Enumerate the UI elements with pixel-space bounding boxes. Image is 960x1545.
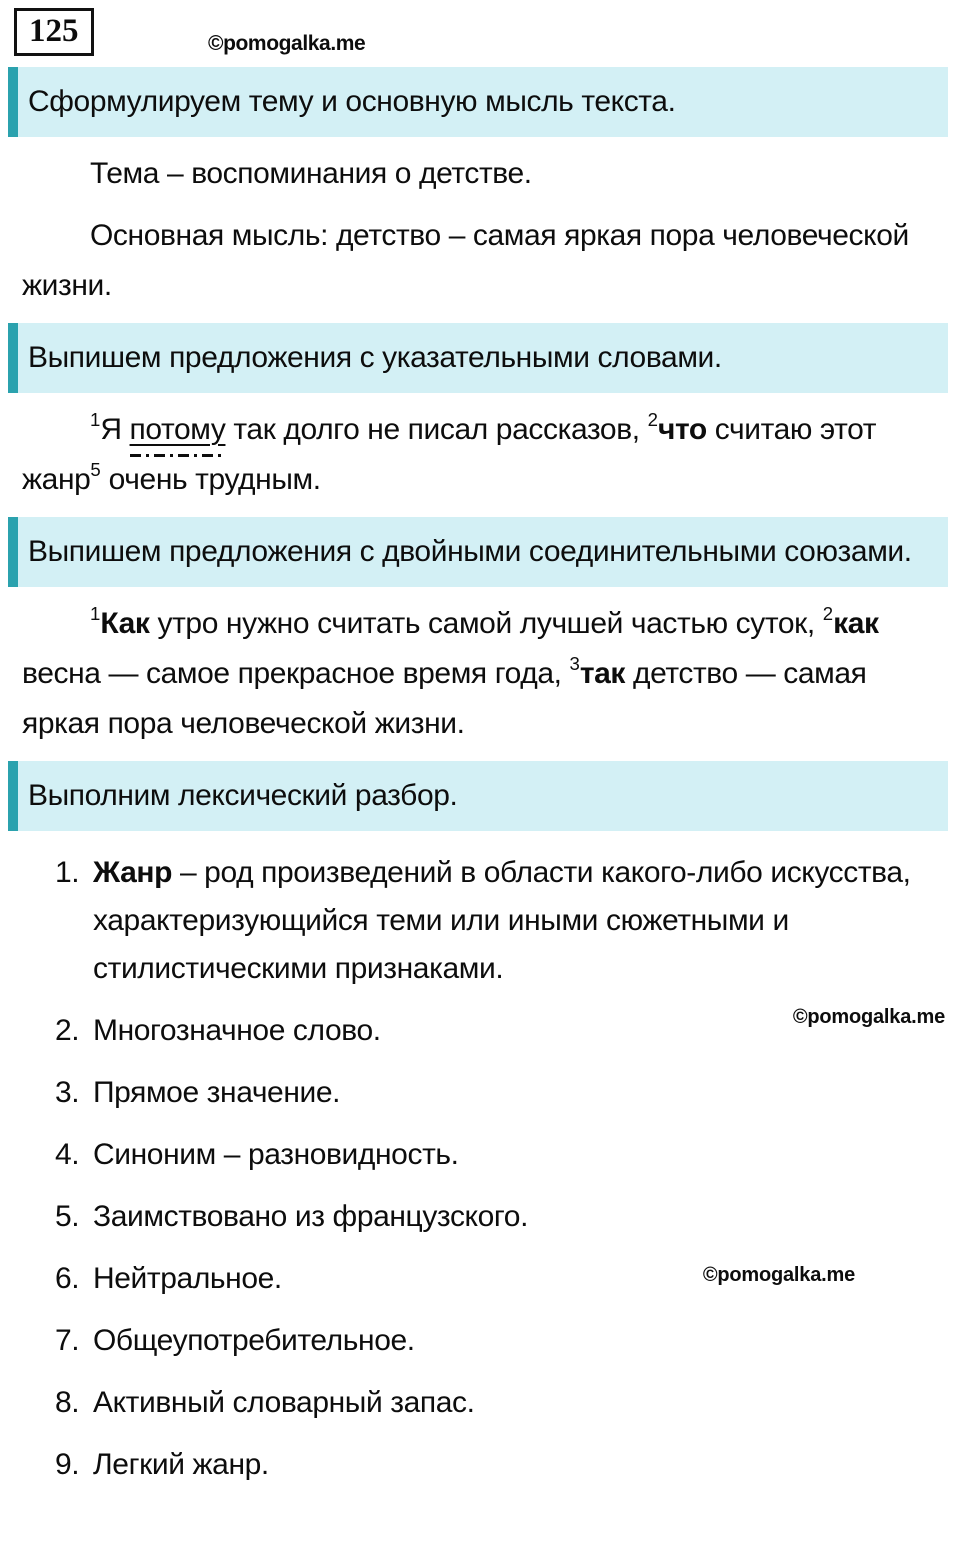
bold-word: что <box>657 413 707 446</box>
item-number: 7. <box>55 1324 80 1357</box>
list-item <box>55 1441 932 1489</box>
header-accent-bar <box>8 517 18 587</box>
answer-content <box>0 67 960 1503</box>
item-number: 4. <box>55 1138 80 1171</box>
text-segment: так долго не писал рассказов, <box>225 413 648 446</box>
text-segment: Синоним – разновидность. <box>93 1138 459 1171</box>
list-item <box>55 1255 932 1303</box>
list-item <box>55 1379 932 1427</box>
superscript-mark: 2 <box>647 409 658 431</box>
section-header-text: Выпишем предложения с указательными словами. <box>28 341 722 374</box>
item-number: 9. <box>55 1448 80 1481</box>
header-accent-bar <box>8 761 18 831</box>
list-item <box>55 1317 932 1365</box>
answer-paragraph <box>22 405 932 505</box>
section-header-band <box>8 67 948 137</box>
superscript-mark: 1 <box>90 409 101 431</box>
superscript-mark: 2 <box>822 603 834 625</box>
item-number: 1. <box>55 856 80 889</box>
item-number: 2. <box>55 1014 80 1047</box>
text-segment: Я <box>100 413 130 446</box>
text-segment: Основная мысль: детство – самая яркая пора человеческой жизни. <box>22 219 909 302</box>
item-text <box>93 1131 932 1179</box>
text-segment: – род произведений в области какого-либо искусства, характеризующийся теми или иными сюжетными и стилистическими признаками. <box>93 856 911 985</box>
task-number: 125 <box>29 13 79 49</box>
header-accent-bar <box>8 67 18 137</box>
task-number-box <box>14 8 94 56</box>
text-segment: Прямое значение. <box>93 1076 341 1109</box>
item-number: 6. <box>55 1262 80 1295</box>
text-segment: Заимствовано из французского. <box>93 1200 529 1233</box>
underlined-demonstrative-word: потому <box>129 413 226 446</box>
header-accent-bar <box>8 323 18 393</box>
text-segment: Легкий жанр. <box>93 1448 269 1481</box>
text-segment: Общеупотребительное. <box>93 1324 415 1357</box>
watermark: ©pomogalka.me <box>702 1264 855 1286</box>
bold-word: так <box>579 657 626 690</box>
watermark: ©pomogalka.me <box>792 1006 945 1028</box>
list-item <box>55 849 932 993</box>
item-text <box>93 1441 932 1489</box>
superscript-mark: 1 <box>90 603 101 625</box>
text-segment: считаю этот жанр <box>22 413 877 496</box>
list-item <box>55 1006 945 1055</box>
section-header-text: Выпишем предложения с двойными соединительными союзами. <box>28 535 912 568</box>
item-number: 8. <box>55 1386 80 1419</box>
text-segment: Нейтральное. <box>93 1262 282 1295</box>
bold-word: как <box>833 607 879 640</box>
item-text <box>93 1193 932 1241</box>
section-header-text: Выполним лексический разбор. <box>28 779 458 812</box>
answer-paragraph <box>22 599 932 749</box>
item-number: 5. <box>55 1200 80 1233</box>
watermark: ©pomogalka.me <box>208 32 366 55</box>
list-item <box>55 1069 932 1117</box>
text-segment: детство — самая яркая пора человеческой жизни. <box>22 657 867 740</box>
text-segment: Многозначное слово. <box>93 1014 381 1047</box>
list-item <box>55 1131 932 1179</box>
item-text <box>93 849 932 993</box>
item-text <box>93 1069 932 1117</box>
section-header-text: Сформулируем тему и основную мысль текста. <box>28 85 676 118</box>
item-number: 3. <box>55 1076 80 1109</box>
text-segment: весна — самое прекрасное время года, <box>22 657 570 690</box>
text-segment: очень трудным. <box>100 463 321 496</box>
superscript-mark: 3 <box>569 653 580 675</box>
superscript-mark: 5 <box>90 459 101 481</box>
list-item <box>55 1193 932 1241</box>
bold-word: Жанр <box>93 856 173 889</box>
item-text <box>93 1317 932 1365</box>
text-segment: утро нужно считать самой лучшей частью суток, <box>149 607 823 640</box>
section-header-band <box>8 517 948 587</box>
lexical-analysis-list <box>55 849 945 1489</box>
answer-paragraph <box>22 211 932 311</box>
bold-word: Как <box>100 607 150 640</box>
text-segment: Тема – воспоминания о детстве. <box>90 157 532 190</box>
answer-paragraph <box>22 149 932 199</box>
section-header-band <box>8 761 948 831</box>
text-segment: Активный словарный запас. <box>93 1386 475 1419</box>
section-header-band <box>8 323 948 393</box>
item-text <box>93 1379 932 1427</box>
